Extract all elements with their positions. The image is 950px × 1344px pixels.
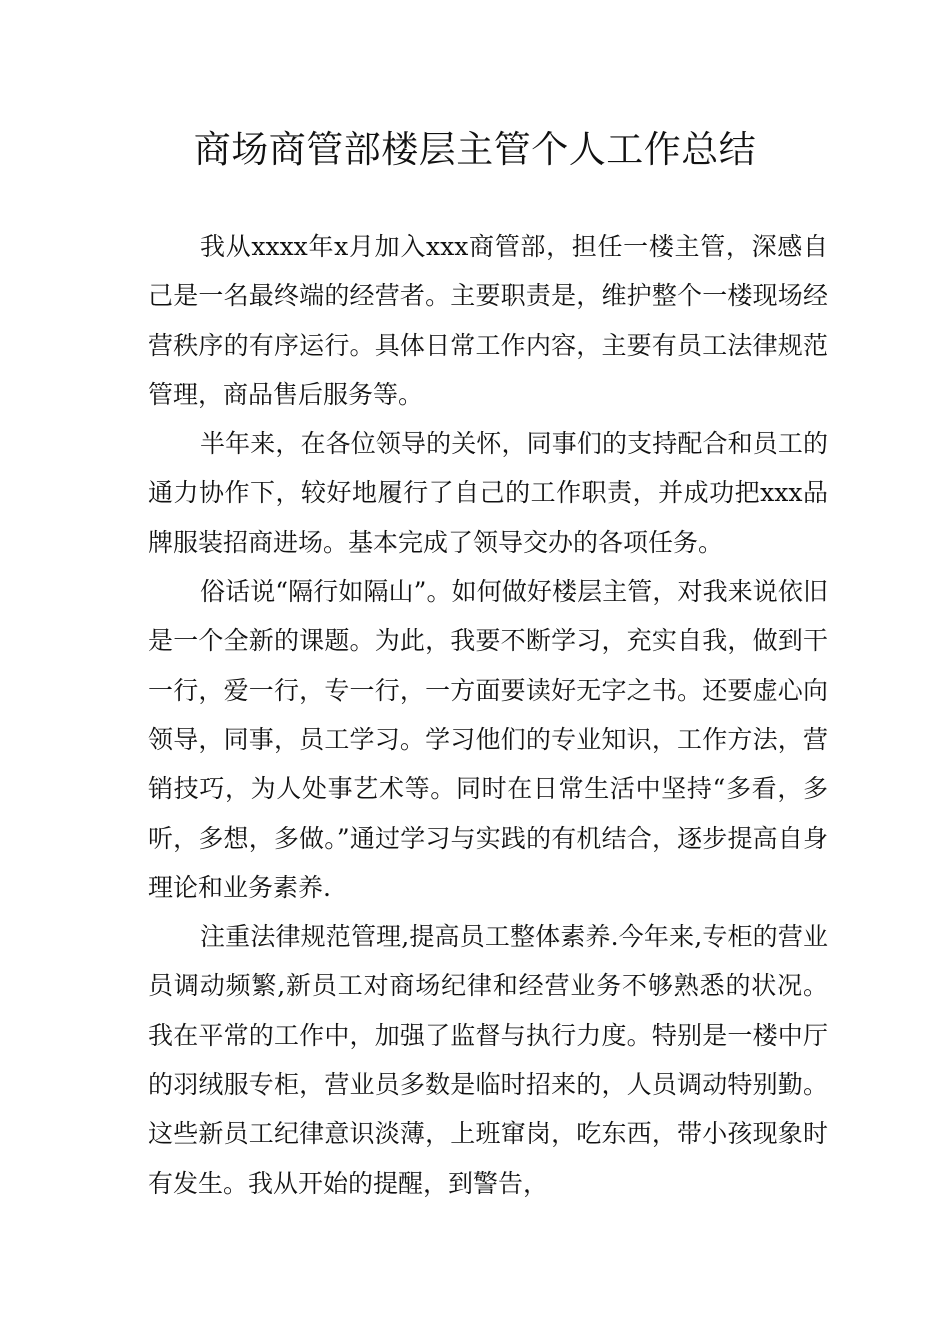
paragraph: 我从xxxx年x月加入xxx商管部，担任一楼主管，深感自己是一名最终端的经营者。主要职责是，维护整个一楼现场经营秩序的有序运行。具体日常工作内容，主要有员工法律规范管理，商品售后服务等。 xyxy=(148,232,828,409)
paragraph: 俗话说“隔行如隔山”。如何做好楼层主管，对我来说依旧是一个全新的课题。为此，我要不断学习，充实自我，做到干一行，爱一行，专一行，一方面要读好无字之书。还要虚心向领导，同事，员工学习。学习他们的专业知识，工作方法，营销技巧，为人处事艺术等。同时在日常生活中坚持“多看，多听，多想，多做。”通过学习与实践的有机结合，逐步提高自身理论和业务素养. xyxy=(148,577,828,902)
paragraph: 注重法律规范管理,提高员工整体素养.今年来,专柜的营业员调动频繁,新员工对商场纪律和经营业务不够熟悉的状况。我在平常的工作中，加强了监督与执行力度。特别是一楼中厅的羽绒服专柜，营业员多数是临时招来的，人员调动特别勤。这些新员工纪律意识淡薄，上班窜岗，吃东西，带小孩现象时有发生。我从开始的提醒，到警告， xyxy=(148,922,828,1198)
document-body xyxy=(148,222,828,1208)
paragraph: 半年来，在各位领导的关怀，同事们的支持配合和员工的通力协作下，较好地履行了自己的工作职责，并成功把xxx品牌服装招商进场。基本完成了领导交办的各项任务。 xyxy=(148,429,828,557)
document-title: 商场商管部楼层主管个人工作总结 xyxy=(193,128,757,171)
